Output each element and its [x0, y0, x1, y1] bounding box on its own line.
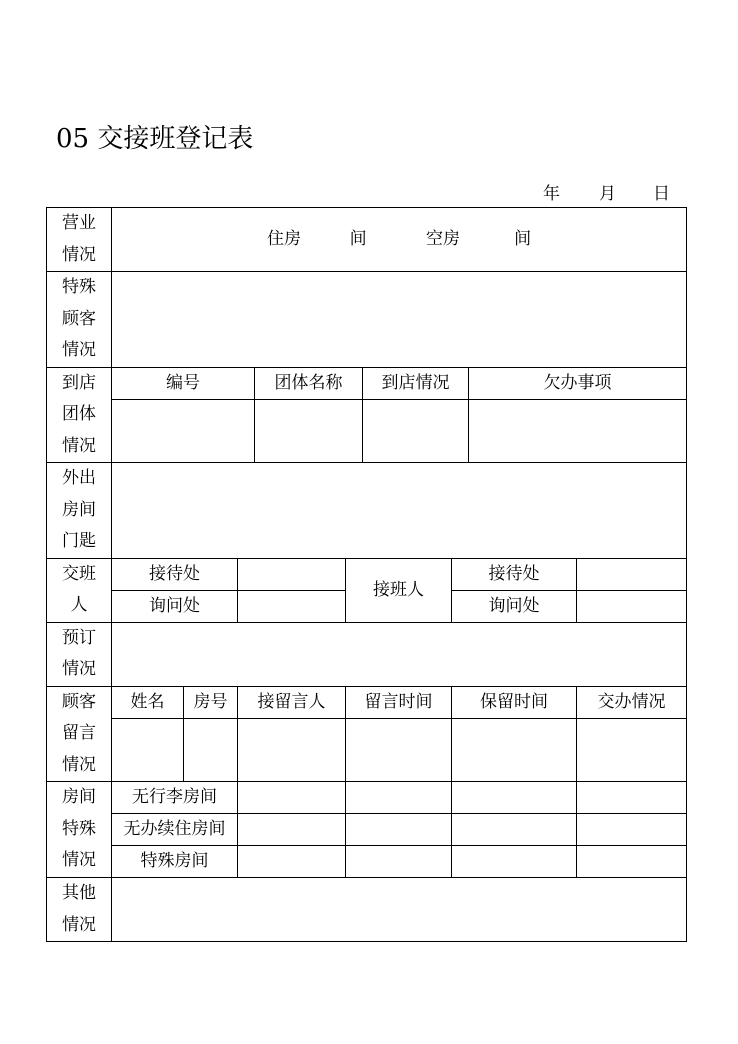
room-special-row-label: 无办续住房间	[112, 814, 238, 846]
receiver-reception-label: 接待处	[452, 558, 577, 590]
room-special-cell[interactable]	[577, 782, 687, 814]
occupied-unit: 间	[349, 229, 367, 249]
special-guests-label: 特殊 顾客 情况	[47, 272, 112, 368]
messages-name-field[interactable]	[112, 719, 184, 782]
date-day: 日	[653, 184, 670, 204]
handover-reception-label: 接待处	[112, 558, 238, 590]
room-special-cell[interactable]	[452, 814, 577, 846]
room-special-cell[interactable]	[346, 814, 452, 846]
messages-header-time: 留言时间	[346, 686, 452, 719]
room-special-cell[interactable]	[452, 782, 577, 814]
room-special-cell[interactable]	[577, 846, 687, 878]
messages-status-field[interactable]	[577, 719, 687, 782]
room-special-cell[interactable]	[238, 814, 346, 846]
out-keys-label: 外出 房间 门匙	[47, 463, 112, 559]
messages-keep-field[interactable]	[452, 719, 577, 782]
reservations-field[interactable]	[112, 622, 687, 686]
business-summary[interactable]	[112, 208, 687, 272]
date-month: 月	[599, 184, 616, 204]
receiver-inquiry-label: 询问处	[452, 590, 577, 622]
messages-header-name: 姓名	[112, 686, 184, 719]
date-year: 年	[543, 184, 560, 204]
room-special-cell[interactable]	[238, 782, 346, 814]
special-guests-field[interactable]	[112, 272, 687, 368]
room-special-cell[interactable]	[238, 846, 346, 878]
groups-pending-field[interactable]	[469, 399, 687, 462]
handover-form	[46, 207, 686, 942]
groups-number-field[interactable]	[112, 399, 255, 462]
messages-label: 顾客 留言 情况	[47, 686, 112, 782]
room-special-row-label: 特殊房间	[112, 846, 238, 878]
other-field[interactable]	[112, 878, 687, 942]
vacant-unit: 间	[514, 229, 532, 249]
out-keys-field[interactable]	[112, 463, 687, 559]
groups-header-pending: 欠办事项	[469, 367, 687, 399]
occupied-label: 住房	[266, 229, 301, 249]
receiver-reception-field[interactable]	[577, 558, 687, 590]
groups-header-name: 团体名称	[255, 367, 363, 399]
handover-label: 交班 人	[47, 558, 112, 622]
room-special-cell[interactable]	[452, 846, 577, 878]
messages-taker-field[interactable]	[238, 719, 346, 782]
messages-header-keep: 保留时间	[452, 686, 577, 719]
groups-label: 到店 团体 情况	[47, 367, 112, 463]
reservations-label: 预订 情况	[47, 622, 112, 686]
handover-reception-field[interactable]	[238, 558, 346, 590]
room-special-row-label: 无行李房间	[112, 782, 238, 814]
groups-header-arrival: 到店情况	[363, 367, 469, 399]
other-label: 其他 情况	[47, 878, 112, 942]
handover-inquiry-label: 询问处	[112, 590, 238, 622]
messages-header-status: 交办情况	[577, 686, 687, 719]
receiver-label: 接班人	[346, 558, 452, 622]
messages-time-field[interactable]	[346, 719, 452, 782]
room-special-cell[interactable]	[577, 814, 687, 846]
handover-table	[46, 207, 687, 942]
vacant-label: 空房	[426, 229, 461, 249]
handover-inquiry-field[interactable]	[238, 590, 346, 622]
groups-name-field[interactable]	[255, 399, 363, 462]
groups-arrival-field[interactable]	[363, 399, 469, 462]
room-special-label: 房间 特殊 情况	[47, 782, 112, 878]
date-line	[46, 182, 686, 206]
receiver-inquiry-field[interactable]	[577, 590, 687, 622]
groups-header-number: 编号	[112, 367, 255, 399]
room-special-cell[interactable]	[346, 846, 452, 878]
messages-header-room: 房号	[184, 686, 238, 719]
room-special-cell[interactable]	[346, 782, 452, 814]
messages-room-field[interactable]	[184, 719, 238, 782]
page-title: 05 交接班登记表	[56, 124, 254, 154]
messages-header-taker: 接留言人	[238, 686, 346, 719]
business-label: 营业 情况	[47, 208, 112, 272]
